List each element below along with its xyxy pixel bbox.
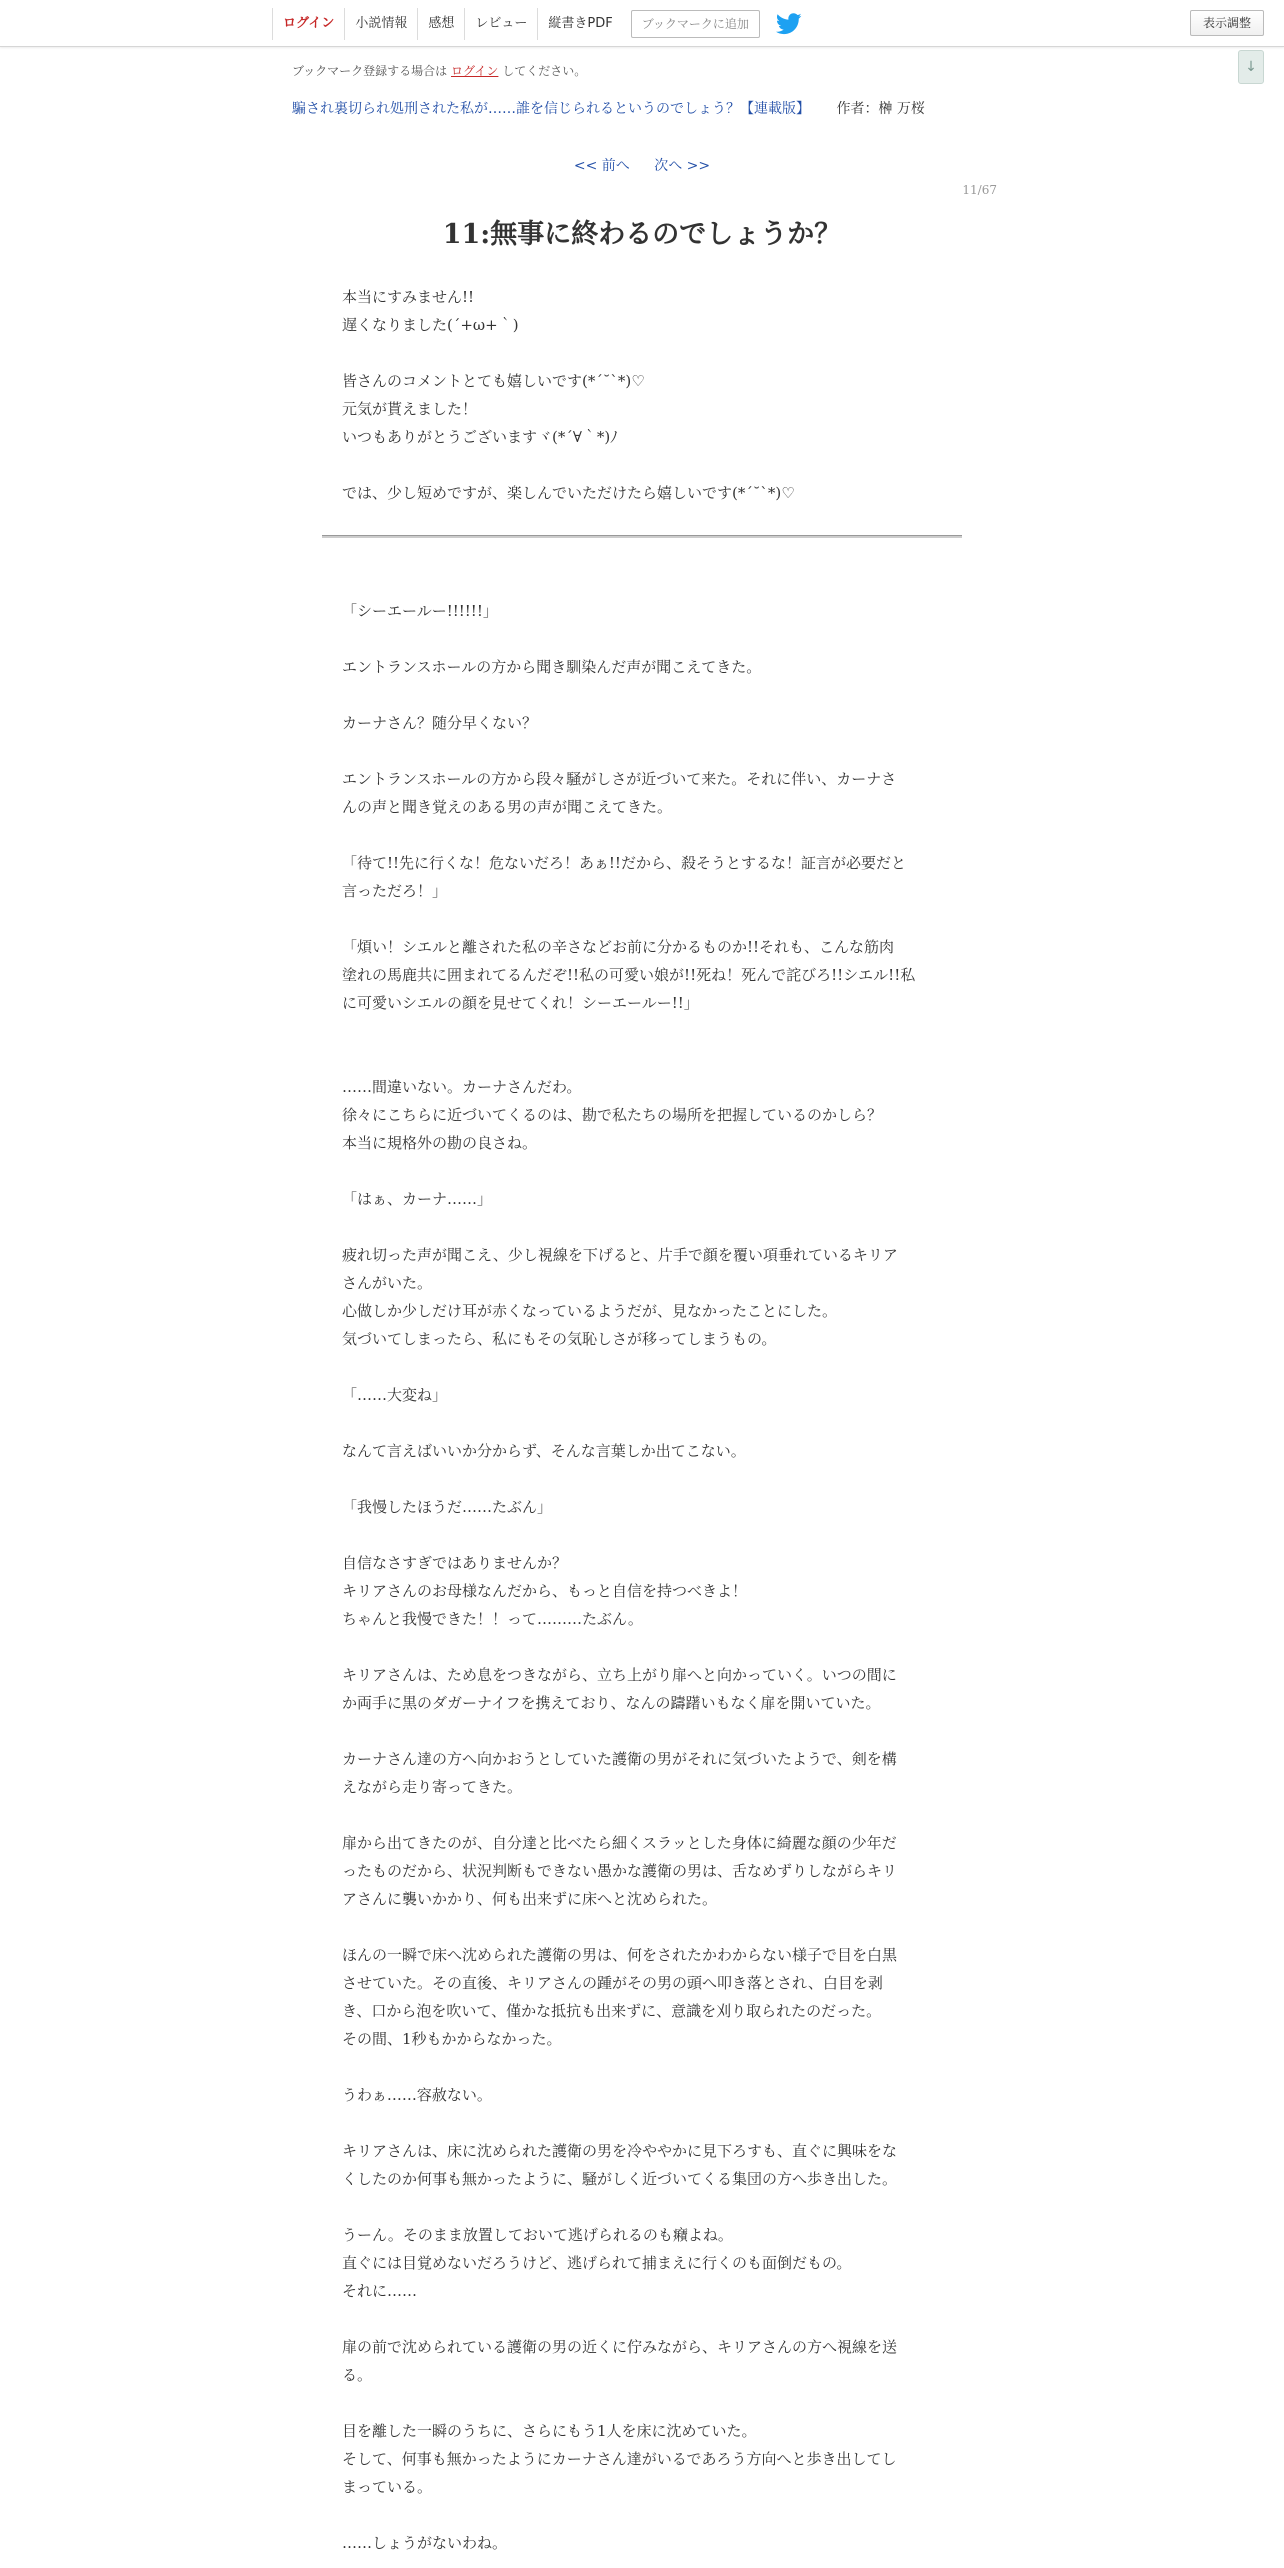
preface-divider — [322, 535, 962, 538]
preface-text — [342, 283, 952, 507]
pager — [0, 155, 1284, 175]
author-name: 作者：榊 万桜 — [836, 101, 925, 117]
scroll-down-button[interactable] — [1238, 50, 1264, 84]
preface-paragraphs: 本当にすみません!! 遅くなりました(´+ω+｀) 皆さんのコメントとても嬉しいです(*´˘`*)♡ 元気が貰えました！ いつもありがとうございますヾ(*´∀｀*)ﾉ では、少し短めですが、楽しんでいただけたら嬉しいです(*´˘`*)♡ — [342, 288, 795, 502]
nav-login[interactable]: ログイン — [272, 8, 344, 40]
nav-impressions[interactable]: 感想 — [417, 8, 464, 40]
arrow-down-icon: ↓ — [1245, 59, 1257, 75]
prev-page-link[interactable]: << 前へ — [573, 158, 630, 174]
display-adjust-button[interactable]: 表示調整 — [1190, 10, 1264, 36]
nav-review[interactable]: レビュー — [464, 8, 537, 40]
notice-suffix: してください。 — [502, 64, 587, 78]
chapter-title: 11:無事に終わるのでしょうか？ — [442, 219, 842, 250]
story-text — [342, 597, 952, 2557]
nav-vertical-pdf[interactable]: 縦書きPDF — [537, 8, 622, 40]
novel-header — [292, 98, 925, 118]
page-count: 11/67 — [962, 183, 997, 197]
notice-prefix: ブックマーク登録する場合は — [292, 64, 448, 78]
story-paragraphs: 「シーエールー!!!!!!」 エントランスホールの方から聞き馴染んだ声が聞こえてきた。 カーナさん？随分早くない？ エントランスホールの方から段々騒がしさが近づいて来た。それに伴い、カーナさ んの声と聞き覚えのある男の声が聞こえてきた。 「待て!!先に行くな！危ないだろ！あぁ!!だから、殺そうとするな！証言が必要だと 言っただろ！」 「煩い！シエルと離された私の辛さなどお前に分かるものか!!それも、こんな筋肉 塗れの馬鹿共に囲まれてるんだぞ!!私の可愛い娘が!!死ね！死んで詫びろ!!シエル!!私 に可愛いシエルの顔を見せてくれ！シーエールー!!」 ……間違いない。カーナさんだわ。 徐々にこちらに近づいてくるのは、勘で私たちの場所を把握しているのかしら？ 本当に規格外の勘の良さね。 「はぁ、カーナ……」 疲れ切った声が聞こえ、少し視線を下げると、片手で顔を覆い項垂れているキリア さんがいた。 心做しか少しだけ耳が赤くなっているようだが、見なかったことにした。 気づいてしまったら、私にもその気恥しさが移ってしまうもの。 「……大変ね」 なんて言えばいいか分からず、そんな言葉しか出てこない。 「我慢したほうだ……たぶん」 自信なさすぎではありませんか？ キリアさんのお母様なんだから、もっと自信を持つべきよ！ ちゃんと我慢できた！！って………たぶん。 キリアさんは、ため息をつきながら、立ち上がり扉へと向かっていく。いつの間に か両手に黒のダガーナイフを携えており、なんの躊躇いもなく扉を開いていた。 カーナさん達の方へ向かおうとしていた護衛の男がそれに気づいたようで、剣を構 えながら走り寄ってきた。 扉から出てきたのが、自分達と比べたら細くスラッとした身体に綺麗な顔の少年だ ったものだから、状況判断もできない愚かな護衛の男は、舌なめずりしながらキリ アさんに襲いかかり、何も出来ずに床へと沈められた。 ほんの一瞬で床へ沈められた護衛の男は、何をされたかわからない様子で目を白黒 させていた。その直後、キリアさんの踵がその男の頭へ叩き落とされ、白目を剥 き、口から泡を吹いて、僅かな抵抗も出来ずに、意識を刈り取られたのだった。 その間、1秒もかからなかった。 うわぁ……容赦ない。 キリアさんは、床に沈められた護衛の男を冷ややかに見下ろすも、直ぐに興味をな くしたのか何事も無かったように、騒がしく近づいてくる集団の方へ歩き出した。 うーん。そのまま放置しておいて逃げられるのも癪よね。 直ぐには目覚めないだろうけど、逃げられて捕まえに行くのも面倒だもの。 それに…… 扉の前で沈められている護衛の男の近くに佇みながら、キリアさんの方へ視線を送 る。 目を離した一瞬のうちに、さらにもう1人を床に沈めていた。 そして、何事も無かったようにカーナさん達がいるであろう方向へと歩き出してし まっている。 ……しょうがないわね。 — [342, 602, 916, 2552]
novel-title-link[interactable]: 騙され裏切られ処刑された私が……誰を信じられるというのでしょう？【連載版】 — [292, 101, 810, 117]
main-nav — [272, 8, 802, 40]
twitter-icon[interactable] — [776, 13, 802, 35]
notice-login-link[interactable]: ログイン — [451, 64, 499, 78]
nav-novel-info[interactable]: 小説情報 — [344, 8, 417, 40]
bookmark-login-notice — [292, 62, 586, 79]
top-navigation-bar — [0, 0, 1284, 47]
next-page-link[interactable]: 次へ >> — [654, 158, 711, 174]
add-bookmark-button[interactable]: ブックマークに追加 — [631, 10, 760, 38]
